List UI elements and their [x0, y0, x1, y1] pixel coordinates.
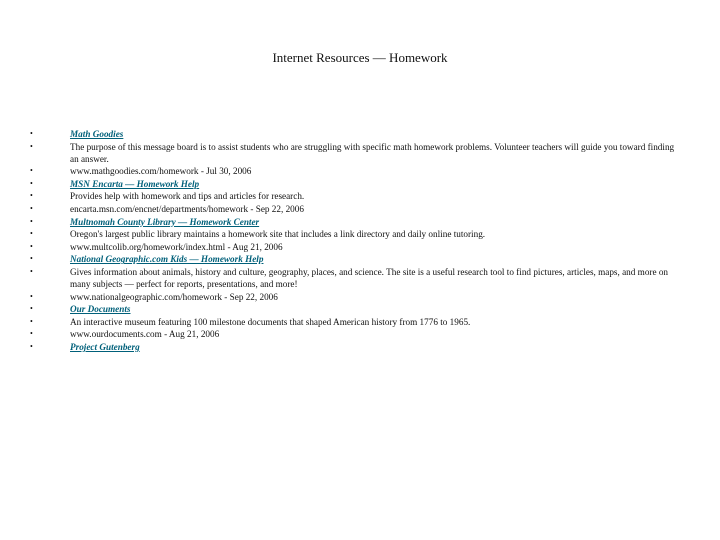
page-title: Internet Resources — Homework [272, 50, 448, 65]
resource-list [30, 128, 680, 354]
msn-encarta-link[interactable]: MSN Encarta — Homework Help [70, 178, 200, 189]
list-item [30, 266, 680, 290]
item-url-date: encarta.msn.com/encnet/departments/homework - Sep 22, 2006 [70, 203, 304, 214]
list-item [30, 341, 680, 353]
item-description: An interactive museum featuring 100 milestone documents that shaped American history from 1776 to 1965. [70, 316, 471, 327]
bullet-icon: • [30, 129, 33, 138]
bullet-icon: • [30, 254, 33, 264]
item-description: Gives information about animals, history and culture, geography, places, and science. The site is a useful research tool to find pictures, articles, maps, and more on many subjects — perfect for reports, presentations, and more! [70, 266, 669, 289]
item-url-date: www.nationalgeographic.com/homework - Sep 22, 2006 [70, 291, 278, 302]
bullet-icon: • [30, 229, 33, 239]
bullet-icon: • [30, 216, 33, 226]
item-url-date: www.mathgoodies.com/homework - Jul 30, 2006 [70, 166, 252, 177]
list-item [30, 228, 680, 240]
bullet-icon: • [30, 329, 33, 339]
project-gutenberg-link[interactable]: Project Gutenberg [70, 341, 140, 352]
list-item [30, 203, 680, 215]
bullet-icon: • [30, 141, 33, 151]
item-url-date: www.ourdocuments.com - Aug 21, 2006 [70, 329, 220, 340]
list-item [30, 216, 680, 228]
list-item [30, 316, 680, 328]
list-item [30, 328, 680, 340]
list-item [30, 178, 680, 190]
item-description: The purpose of this message board is to assist students who are struggling with specific math homework problems. Volunteer teachers will guide you toward finding an answer. [70, 141, 675, 164]
bullet-icon: • [30, 291, 33, 301]
bullet-icon: • [30, 316, 33, 326]
bullet-icon: • [30, 266, 33, 276]
list-item [30, 165, 680, 177]
list-item [30, 303, 680, 315]
bullet-icon: • [30, 191, 33, 201]
list-item [30, 291, 680, 303]
item-url-date: www.multcolib.org/homework/index.html - Aug 21, 2006 [70, 241, 283, 252]
multnomah-library-link[interactable]: Multnomah County Library — Homework Center [70, 216, 260, 227]
list-item [30, 241, 680, 253]
list-item [30, 253, 680, 265]
item-description: Oregon's largest public library maintains a homework site that includes a link directory and daily online tutoring. [70, 229, 486, 240]
bullet-icon: • [30, 341, 33, 351]
list-item [30, 190, 680, 202]
list-item [30, 128, 680, 140]
list-item [30, 141, 680, 165]
bullet-icon: • [30, 203, 33, 213]
bullet-icon: • [30, 166, 33, 176]
bullet-icon: • [30, 304, 33, 314]
bullet-icon: • [30, 178, 33, 188]
bullet-icon: • [30, 241, 33, 251]
our-documents-link[interactable]: Our Documents [70, 304, 131, 315]
item-description: Provides help with homework and tips and articles for research. [70, 191, 305, 202]
math-goodies-link[interactable]: Math Goodies [70, 129, 124, 139]
national-geographic-link[interactable]: National Geographic.com Kids — Homework Help [70, 254, 264, 265]
